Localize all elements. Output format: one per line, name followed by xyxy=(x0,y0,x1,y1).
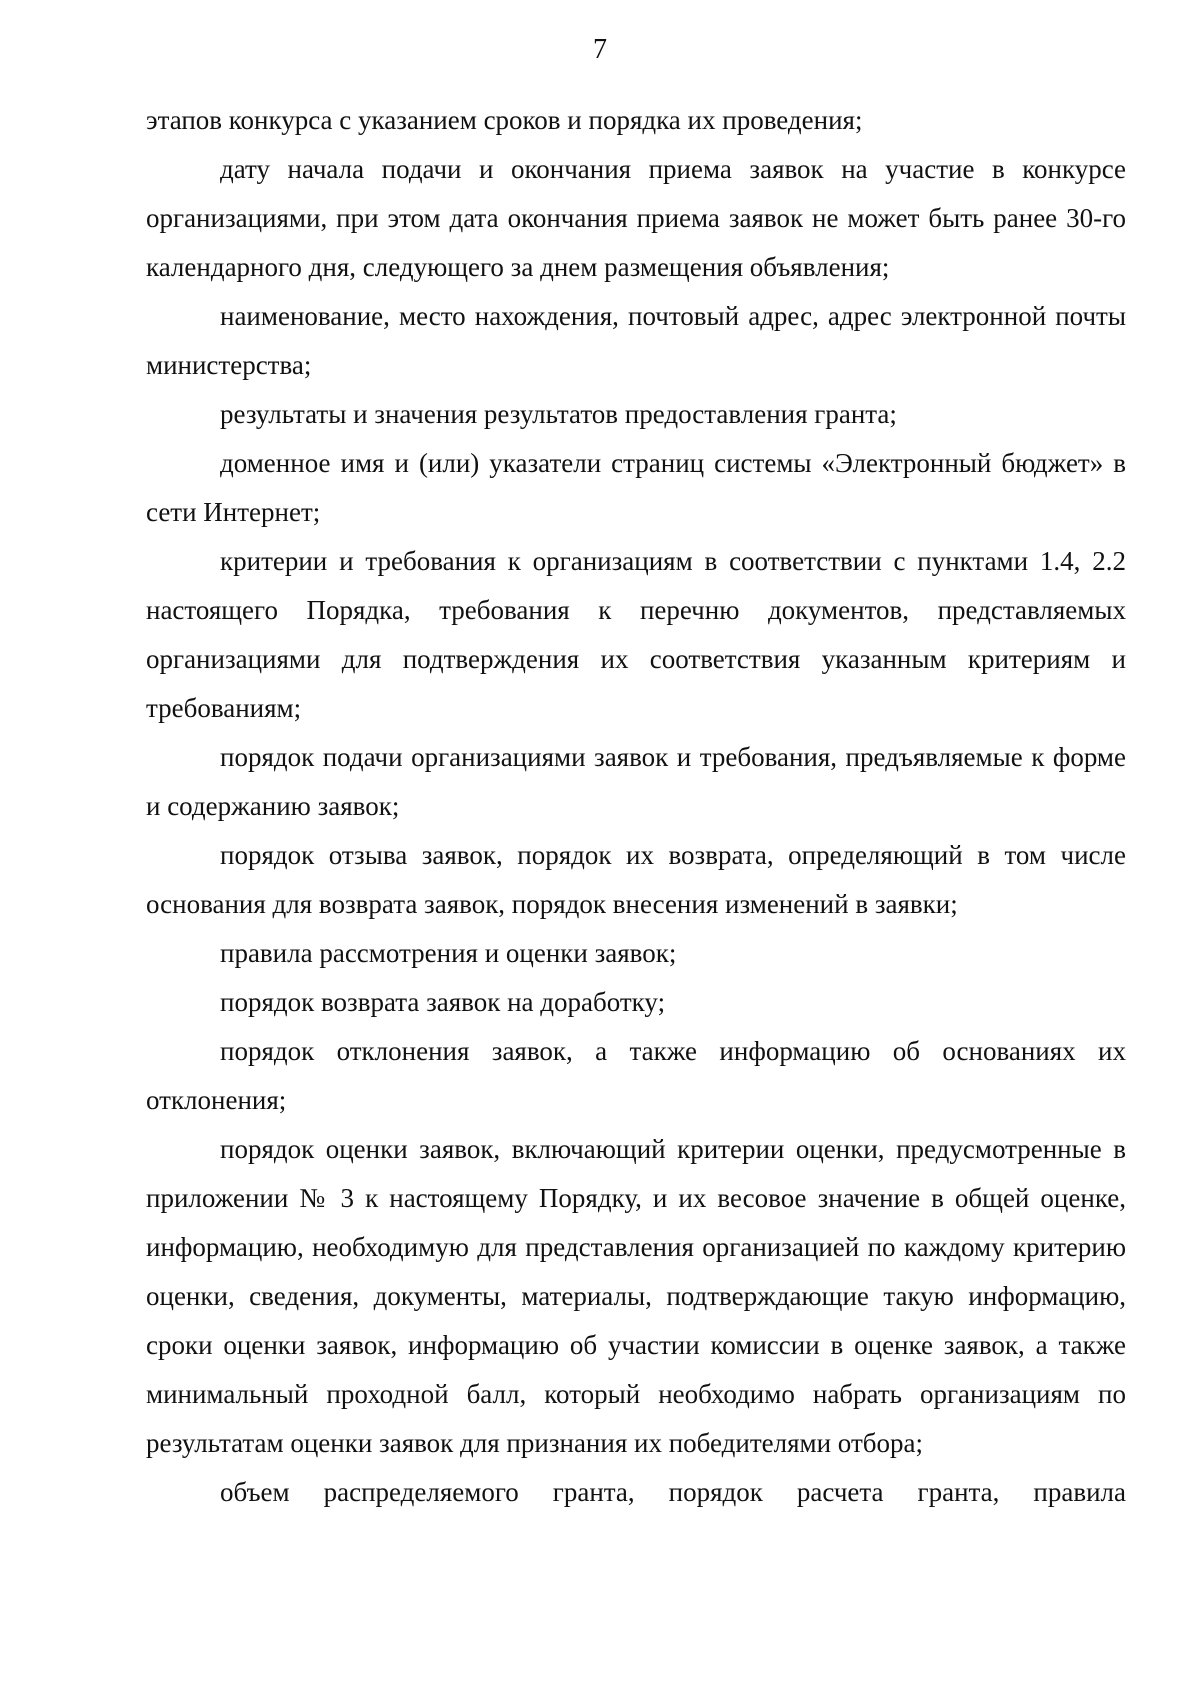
paragraph: доменное имя и (или) указатели страниц системы «Электронный бюджет» в сети Интернет; xyxy=(146,448,1126,527)
paragraph: этапов конкурса с указанием сроков и порядка их проведения; xyxy=(146,105,863,135)
paragraph: наименование, место нахождения, почтовый адрес, адрес электронной почты министерства; xyxy=(146,301,1126,380)
paragraph: порядок отзыва заявок, порядок их возврата, определяющий в том числе основания для возврата заявок, порядок внесения изменений в заявки; xyxy=(146,840,1126,919)
paragraph-continued: объем распределяемого гранта, порядок расчета гранта, правила xyxy=(220,1477,1126,1507)
paragraph: порядок подачи организациями заявок и требования, предъявляемые к форме и содержанию заявок; xyxy=(146,742,1126,821)
paragraph: правила рассмотрения и оценки заявок; xyxy=(220,938,677,968)
document-body xyxy=(146,96,1126,1517)
paragraph: порядок возврата заявок на доработку; xyxy=(220,987,666,1017)
paragraph: порядок отклонения заявок, а также информацию об основаниях их отклонения; xyxy=(146,1036,1126,1115)
paragraph: порядок оценки заявок, включающий критерии оценки, предусмотренные в приложении № 3 к настоящему Порядку, и их весовое значение в общей оценке, информацию, необходимую для представления организацией по каждому критерию оценки, сведения, документы, материалы, подтверждающие такую информацию, сроки оценки заявок, информацию об участии комиссии в оценке заявок, а также минимальный проходной балл, который необходимо набрать организациям по результатам оценки заявок для признания их победителями отбора; xyxy=(146,1134,1126,1458)
page-number: 7 xyxy=(593,34,607,65)
paragraph: результаты и значения результатов предоставления гранта; xyxy=(220,399,897,429)
paragraph: дату начала подачи и окончания приема заявок на участие в конкурсе организациями, при этом дата окончания приема заявок не может быть ранее 30-го календарного дня, следующего за днем размещения объявления; xyxy=(146,154,1126,282)
paragraph: критерии и требования к организациям в соответствии с пунктами 1.4, 2.2 настоящего Порядка, требования к перечню документов, представляемых организациями для подтверждения их соответствия указанным критериям и требованиям; xyxy=(146,546,1126,723)
